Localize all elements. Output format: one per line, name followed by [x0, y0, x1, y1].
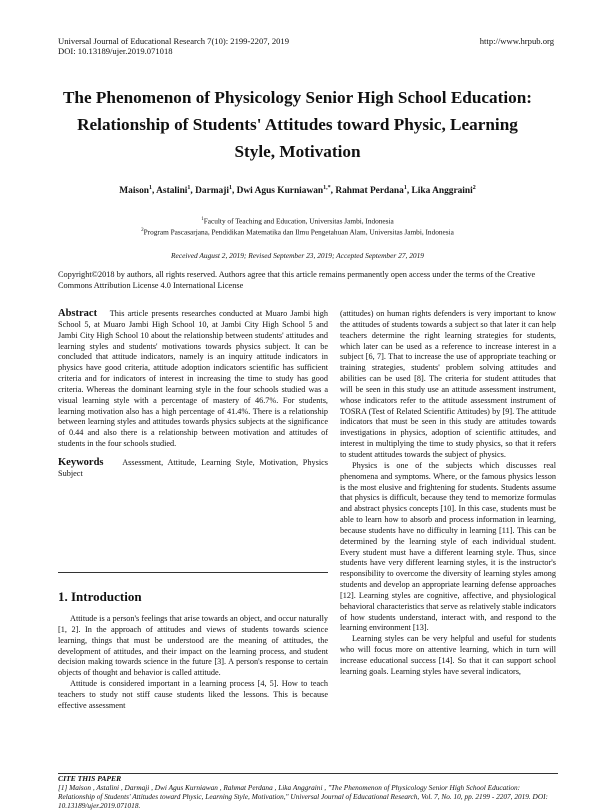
- section-divider: [58, 572, 328, 573]
- paragraph: (attitudes) on human rights defenders is very important to know the attitudes of students towards a subject so that later it can help teachers determine the right learning strategies for students, which later can be used as a reference to increase interest in a subject [6, 7]. That to increase the use of appropriate teaching or training strategies, students' problem solving attitudes and abilities can be used [8]. The criteria for student attitudes that will be seen in this study use an attitude assessment instrument, whose indicators refer to the attitude assessment instrument of TOSRA (Test of Related Scientific Attitudes) by [9]. The attitude indicators that must be seen in this study are attitudes towards investigations in physics, adoption of scientific attitudes, and interest in multiplying the time to study physics, so that it refers to student attitudes towards the subject of physics.: [340, 309, 556, 459]
- author: Maison$^1$: [119, 185, 152, 197]
- author-list: Maison$^1$, Astalini$^1$, Darmaji$^1$, Dwi Agus Kurniawan$^{1,*}$, Rahmat Perdana$^1$, Lika Anggraini$^2$: [119, 185, 476, 197]
- doi: DOI: 10.13189/ujer.2019.071018: [58, 46, 173, 56]
- abstract: [58, 309, 328, 450]
- keywords: [58, 458, 328, 480]
- paragraph: Physics is one of the subjects which discusses real phenomena and symptoms. Where, or the famous physics lesson is the most elusive and frightening for students. Students assume that physics is difficult, because they tend to memorize formulas and abstract physics concepts [10]. In this case, students must be able to learn how to absorb and process information in learning, because students have no difficulty in learning [11]. This can be determined by the learning style of each individual student. Every student must have a different learning style. Thus, since students have very different learning styles, it is the instructor's responsibility to overcome the diversity of learning styles among students and develop an appropriate learning defense approaches [12]. Learning styles are cognitive, affective, and physiological behavioral characteristics that serve as relatively stable indicators of how students understand, interact with, and respond to the learning environment [13].: [340, 460, 557, 633]
- citation-text: [1] Maison , Astalini , Darmaji , Dwi Agus Kurniawan , Rahmat Perdana , Lika Anggraini , "The Phenomenon of Physicology Senior High School Education: Relationship of Students' Attitudes toward Physic, Learning Style, Motivation," Universal Journal of Educational Research, Vol. 7, No. 10, pp. 2199 - 2207, 2019. DOI: 10.13189/ujer.2019.071018.: [58, 783, 548, 810]
- left-column: [58, 309, 328, 480]
- paragraph: Attitude is a person's feelings that arise towards an object, and occur naturally [1, 2]. In the approach of attitudes and views of students towards science learning, things that must be understood are the meaning of attitudes, the development of attitudes, and their impact on the learning process, and student decision making towards science in the future [3]. A person's response to certain objects of thought and behavior is called attitude.: [58, 614, 328, 678]
- submission-dates: Received August 2, 2019; Revised September 23, 2019; Accepted September 27, 2019: [171, 251, 424, 260]
- paper-title: The Phenomenon of Physicology Senior High School Education: Relationship of Students' Attitudes toward Physic, Learning Style, Motivation: [62, 88, 533, 161]
- footer-divider: [58, 773, 558, 774]
- journal-name: Universal Journal of Educational Research 7(10): 2199-2207, 2019: [58, 36, 290, 46]
- author: Lika Anggraini$^2$: [411, 185, 476, 197]
- introduction-body: [58, 614, 328, 712]
- affiliations: [40, 215, 555, 238]
- right-column: [340, 309, 556, 678]
- author: Astalini$^1$: [156, 185, 191, 197]
- affiliation: $^2$Program Pascasarjana, Pendidikan Matematika dan Ilmu Pengetahuan Alam, Universitas Jambi, Indonesia: [141, 227, 454, 237]
- keywords-text: Assessment, Attitude, Learning Style, Motivation, Physics Subject: [58, 457, 328, 478]
- affiliation: $^1$Faculty of Teaching and Education, Universitas Jambi, Indonesia: [201, 216, 394, 226]
- section-heading-introduction: 1. Introduction: [58, 589, 142, 604]
- keywords-heading: Keywords: [58, 456, 104, 468]
- abstract-heading: Abstract: [58, 308, 98, 319]
- journal-header: [58, 36, 289, 56]
- journal-url[interactable]: http://www.hrpub.org: [479, 36, 554, 46]
- paragraph: Learning styles can be very helpful and useful for students who will focus more on attentive learning, which in turn will increase educational success [14]. So that it can support school learning goals. Learning styles have several indicators,: [340, 634, 556, 676]
- paragraph: Attitude is considered important in a learning process [4, 5]. How to teach teachers to study not stiff cause students liked the lessons. This is because effective assessment: [58, 679, 328, 710]
- copyright-notice: Copyright©2018 by authors, all rights reserved. Authors agree that this article remains permanently open access under the terms of the Creative Commons Attribution License 4.0 International License: [58, 270, 536, 290]
- author: Rahmat Perdana$^1$: [335, 185, 407, 197]
- cite-heading: CITE THIS PAPER: [58, 774, 122, 783]
- author: Dwi Agus Kurniawan$^{1,*}$: [236, 185, 331, 197]
- author: Darmaji$^1$: [195, 185, 232, 197]
- abstract-text: This article presents researches conducted at Muaro Jambi high School 5, at Muaro Jambi High School 10, at Jambi City High School 5 and Jambi City High School 10 about the relationship between students' attitudes and learning styles and students' motivations towards physics subject. It can be concluded that attitude indicators, namely is an inquiry attitude indicators in physics have good criteria, attitude adoption indicators scientific has sufficient criteria and for indicators of interest in increasing the time to study has good criteria. Whereas the dominant learning style in the four schools studied was a visual learning style with a percentage of mastery of 46.7%. For students, learning motivation also has a high percentage of 41.4%. There is a relationship between learning styles and attitudes towards physics subjects at the significance of 0.44 and also there is a relationship between motivation and attitudes of students in the four schools studied.: [58, 309, 329, 449]
